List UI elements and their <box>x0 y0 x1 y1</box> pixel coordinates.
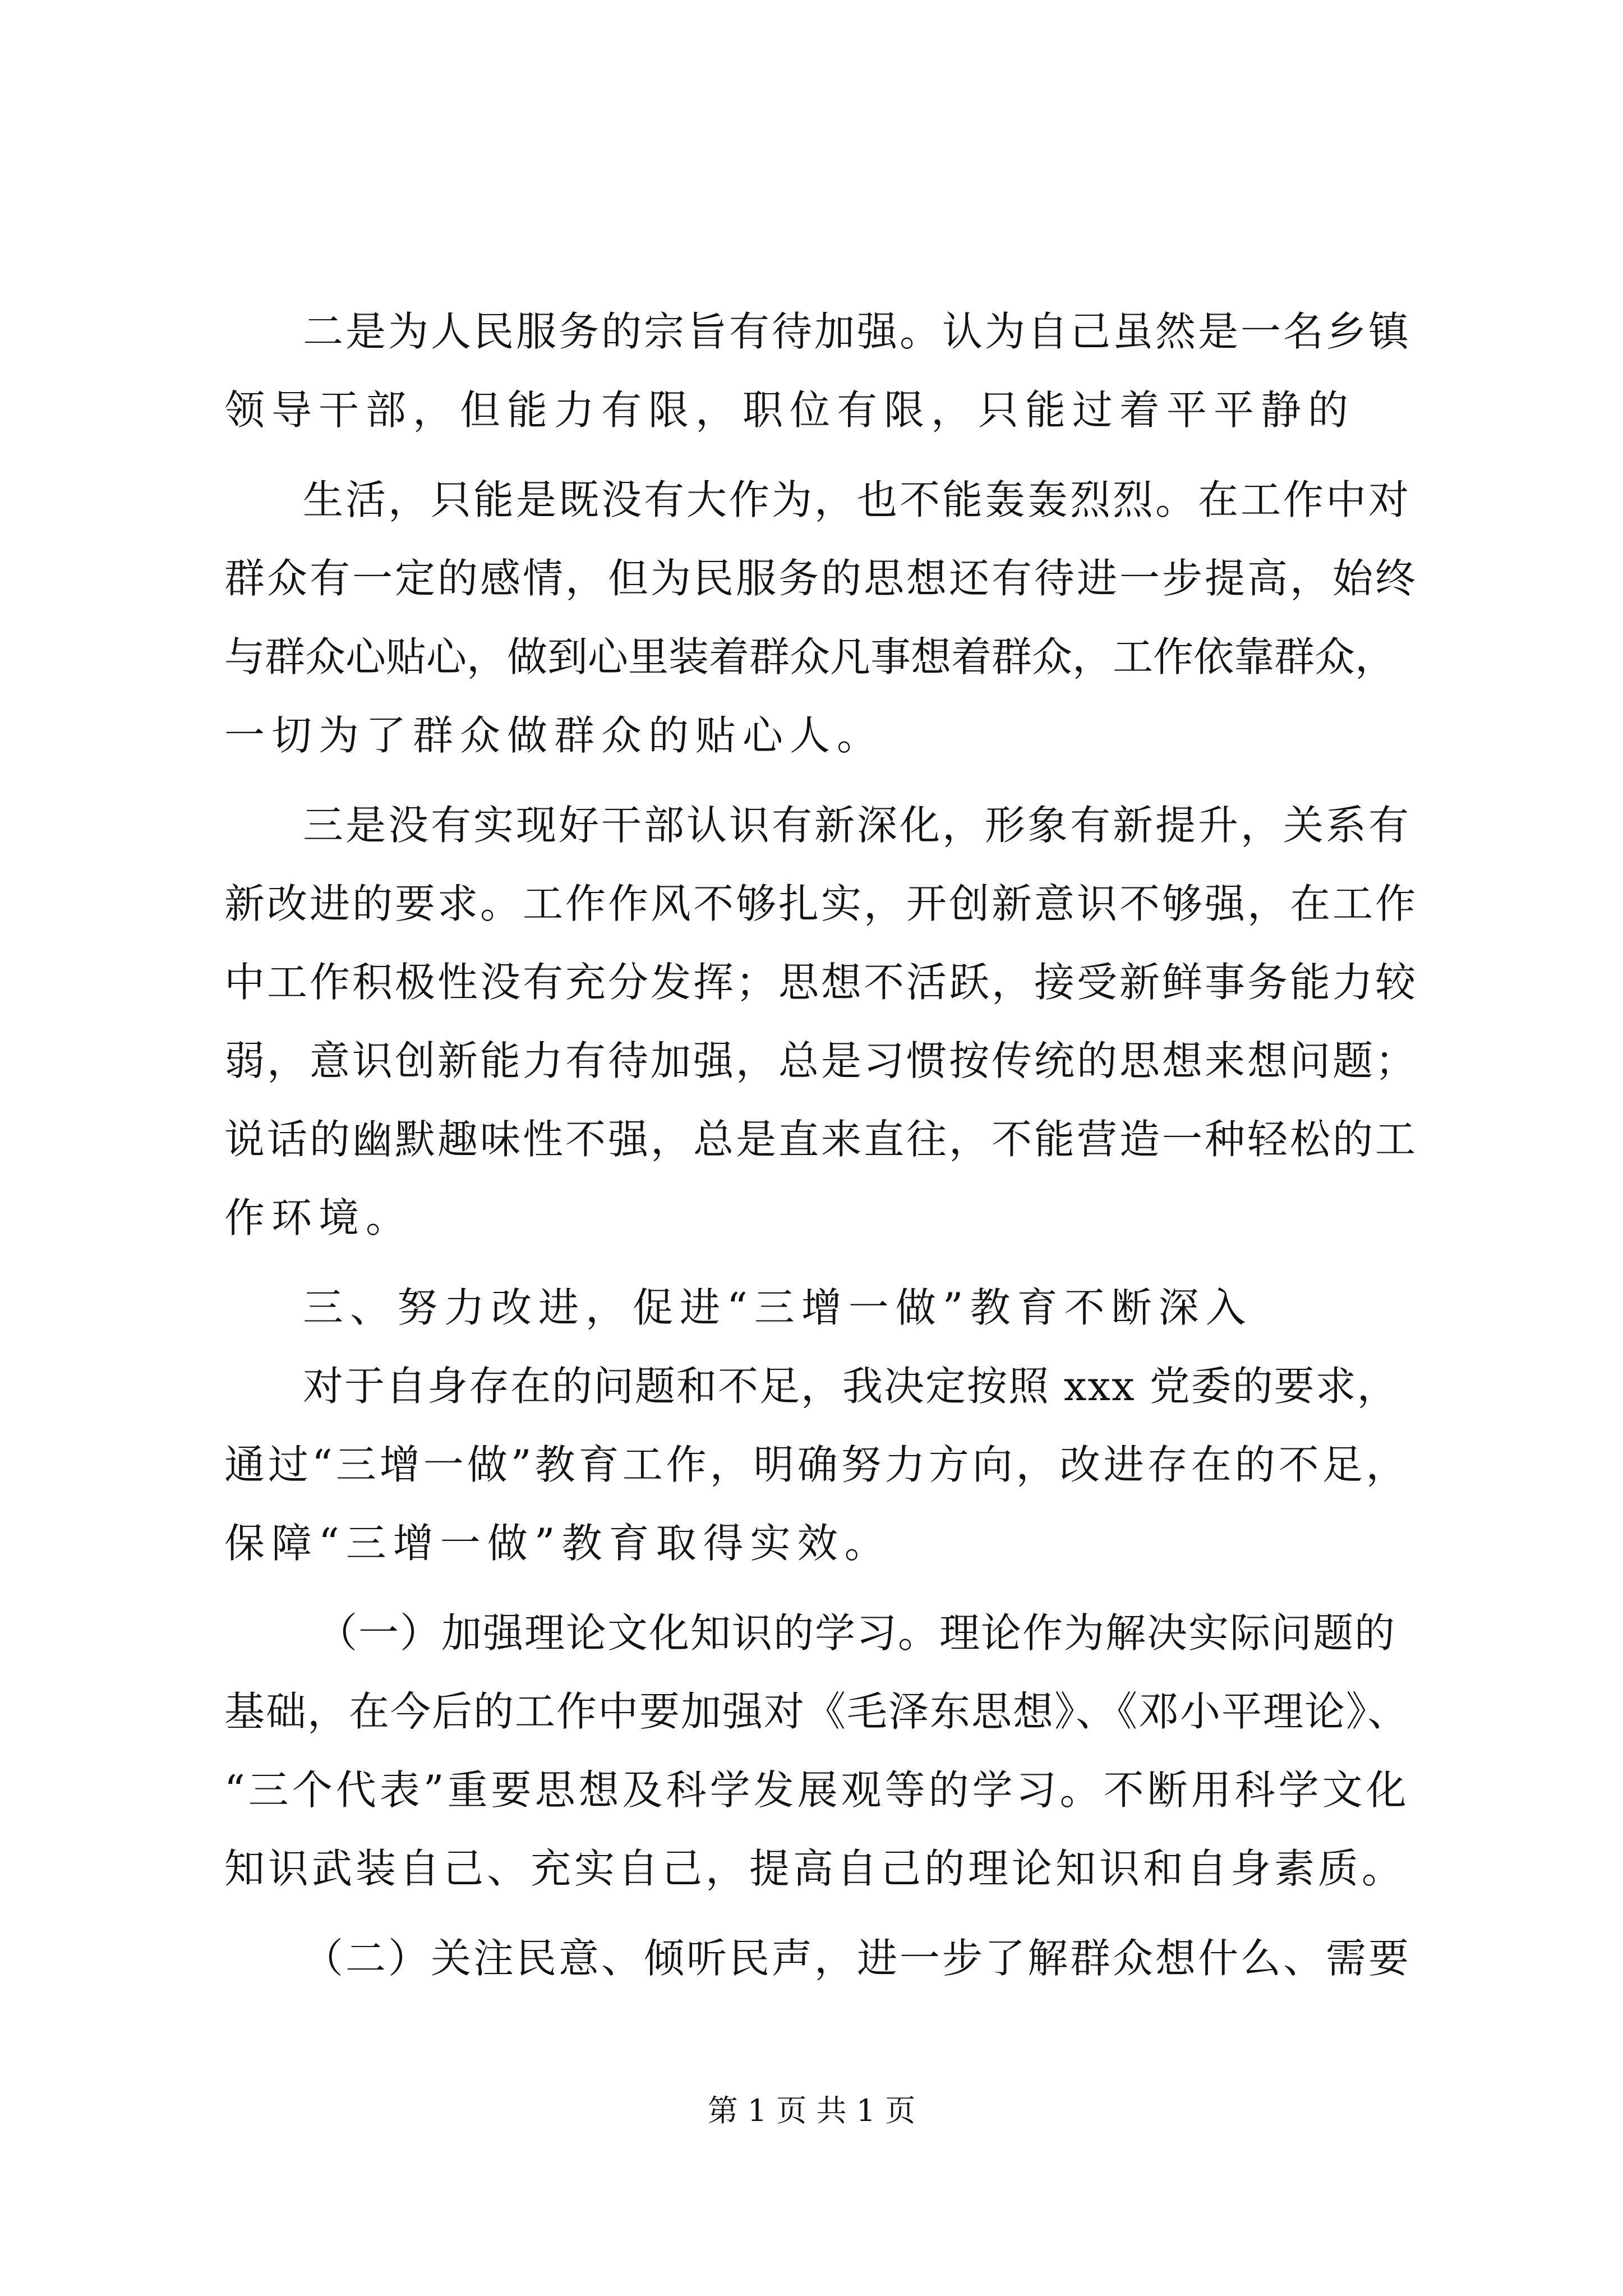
text-line: 二是为人民服务的宗旨有待加强。认为自己虽然是一名乡镇 <box>303 308 1412 355</box>
text-line: 作环境。 <box>224 1194 413 1241</box>
text-line: 与群众心贴心，做到心里装着群众凡事想着群众，工作依靠群众， <box>224 633 1396 680</box>
text-line: 基础，在今后的工作中要加强对《毛泽东思想》、《邓小平理论》、 <box>224 1688 1409 1735</box>
section-heading: 三、努力改进，促进“三增一做”教育不断深入 <box>303 1284 1253 1331</box>
text-line: 生活，只能是既没有大作为，也不能轰轰烈烈。在工作中对 <box>303 476 1412 523</box>
text-line: 说话的幽默趣味性不强，总是直来直往，不能营造一种轻松的工 <box>224 1116 1418 1163</box>
page-footer: 第 1 页 共 1 页 <box>707 2093 916 2128</box>
text-line: 新改进的要求。工作作风不够扎实，开创新意识不够强，在工作 <box>224 880 1418 927</box>
text-line: 知识武装自己、充实自己，提高自己的理论知识和自身素质。 <box>224 1845 1406 1892</box>
text-line: 一切为了群众做群众的贴心人。 <box>224 712 884 759</box>
text-line: （一）加强理论文化知识的学习。理论作为解决实际问题的 <box>317 1609 1396 1657</box>
text-line: （二）关注民意、倾听民声，进一步了解群众想什么、需要 <box>303 1935 1412 1982</box>
text-line: 对于自身存在的问题和不足，我决定按照 xxx 党委的要求， <box>303 1363 1399 1410</box>
text-line: 通过“三增一做”教育工作，明确努力方向，改进存在的不足， <box>224 1441 1410 1488</box>
text-line: 保障“三增一做”教育取得实效。 <box>224 1520 892 1567</box>
text-line: 三是没有实现好干部认识有新深化，形象有新提升，关系有 <box>303 802 1412 849</box>
text-line: “三个代表”重要思想及科学发展观等的学习。不断用科学文化 <box>224 1766 1410 1814</box>
text-line: 弱，意识创新能力有待加强，总是习惯按传统的思想来想问题； <box>224 1037 1418 1084</box>
text-line: 中工作积极性没有充分发挥；思想不活跃，接受新鲜事务能力较 <box>224 959 1418 1006</box>
text-line: 群众有一定的感情，但为民服务的思想还有待进一步提高，始终 <box>224 555 1418 602</box>
text-line: 领导干部，但能力有限，职位有限，只能过着平平静的 <box>224 386 1355 434</box>
